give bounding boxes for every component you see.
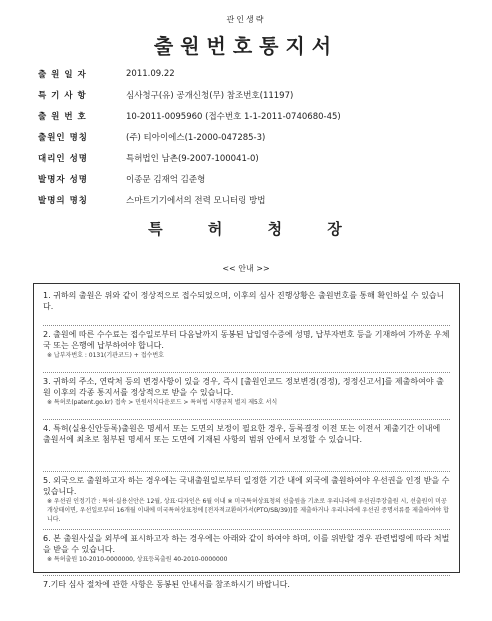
note-subtext: ※ 납부자번호 : 0131(기관코드) + 접수번호 [47,352,164,359]
note-text: 1. 귀하의 출원은 위와 같이 정상적으로 접수되었으며, 이후의 심사 진행상황은 출원번호를 통해 확인하실 수 있습니다. [43,291,445,311]
note-subtext: ※ 특허로(patent.go.kr) 접속 > 민원서식다운로드 > 특허법 시행규칙 별지 제5호 서식 [47,399,278,406]
field-value: 심사청구(유) 공개신청(무) 참조번호(11197) [126,90,294,101]
note-text: 6. 본 출원사실을 외부에 표시하고자 하는 경우에는 아래와 같이 하여야 하며, 이를 위반할 경우 관련법령에 따라 처벌을 받을 수 있습니다. [43,534,450,554]
field-value: 2011.09.22 [126,68,175,79]
divider [43,471,450,472]
field-value: 스마트기기에서의 전력 모니터링 방법 [126,195,266,206]
notice-label: << 안내 >> [222,264,270,273]
note-subtext: ※ 특허출원 10-2010-0000000, 상표등록출원 40-2010-0000000 [47,556,228,563]
field-inventor-names [38,168,478,189]
divider [43,325,450,326]
field-filing-date [38,63,478,84]
note-text: 4. 특허(실용신안등록)출원은 명세서 또는 도면의 보정이 필요한 경우, 등록결정 이전 또는 이전서 제출기간 이내에 출원서에 최초로 첨부된 명세서 또는 도면에 기재된 사항의 범위 안에서 보정할 수 있습니다. [43,424,441,444]
field-application-number [38,105,478,126]
field-special-notes [38,84,478,105]
field-label: 특 기 사 항 [38,90,87,101]
note-item-1 [43,290,450,323]
note-item-2 [43,329,450,370]
note-subtext: ※ 우선권 인정기간 : 특허·실용신안은 12월, 상표·디자인은 6월 이내 ※ 미국특허상표청의 선출원을 기초로 우리나라에 우선권주장출원 시, 선출원이 미공개상태이면, 우선일로부터 16개월 이내에 미국특허상표청에 [전자적교환허가서(PTO/SB/39)]를 제출하거나 우리나라에 우선권 증명서류를 제출하여야 합니다. [47,498,449,523]
field-label: 발명의 명칭 [38,195,89,206]
divider [43,575,450,576]
note-text: 5. 외국으로 출원하고자 하는 경우에는 국내출원일로부터 일정한 기간 내에 외국에 출원하여야 우선권을 인정 받을 수 있습니다. [43,476,450,496]
note-item-6 [43,533,450,573]
field-label: 발명자 성명 [38,174,89,185]
note-item-3 [43,376,450,417]
field-label: 출 원 일 자 [38,69,87,80]
note-text: 2. 출원에 따른 수수료는 접수일로부터 다음날까지 동봉된 납입영수증에 성명, 납부자번호 등을 기재하여 가까운 우체국 또는 은행에 납부하여야 합니다. [43,330,450,350]
divider [43,419,450,420]
divider [43,529,450,530]
note-item-5 [43,475,450,527]
field-agent-name [38,147,478,168]
field-label: 출원인 명칭 [38,132,89,143]
field-value: 10-2011-0095960 (접수번호 1-1-2011-0740680-45) [126,111,341,122]
field-applicant-name [38,126,478,147]
document-title: 출원번호통지서 [153,34,339,58]
field-label: 대리인 성명 [38,153,89,164]
issuer-heading: 특 허 청 장 [148,220,344,238]
field-value: 특허법인 남촌(9-2007-100041-0) [126,153,259,164]
application-fields [38,63,478,210]
note-text: 3. 귀하의 주소, 연락처 등의 변경사항이 있을 경우, 즉시 [출원인코드 정보변경(경정), 정정신고서]를 제출하여야 출원 이후의 각종 통지서를 정상적으로 받을 수 있습니다. [43,377,444,397]
note-text: 7.기타 심사 절차에 관한 사항은 동봉된 안내서를 참조하시기 바랍니다. [43,580,290,589]
seal-omitted-label: 관인생략 [226,15,266,24]
field-value: 이종문 김재억 김준형 [126,174,206,185]
field-label: 출 원 번 호 [38,111,87,122]
note-item-7 [43,579,450,591]
divider [43,372,450,373]
notice-box [33,283,460,589]
field-value: (주) 티아이에스(1-2000-047285-3) [126,132,266,143]
note-item-4 [43,423,450,469]
field-invention-title [38,189,478,210]
